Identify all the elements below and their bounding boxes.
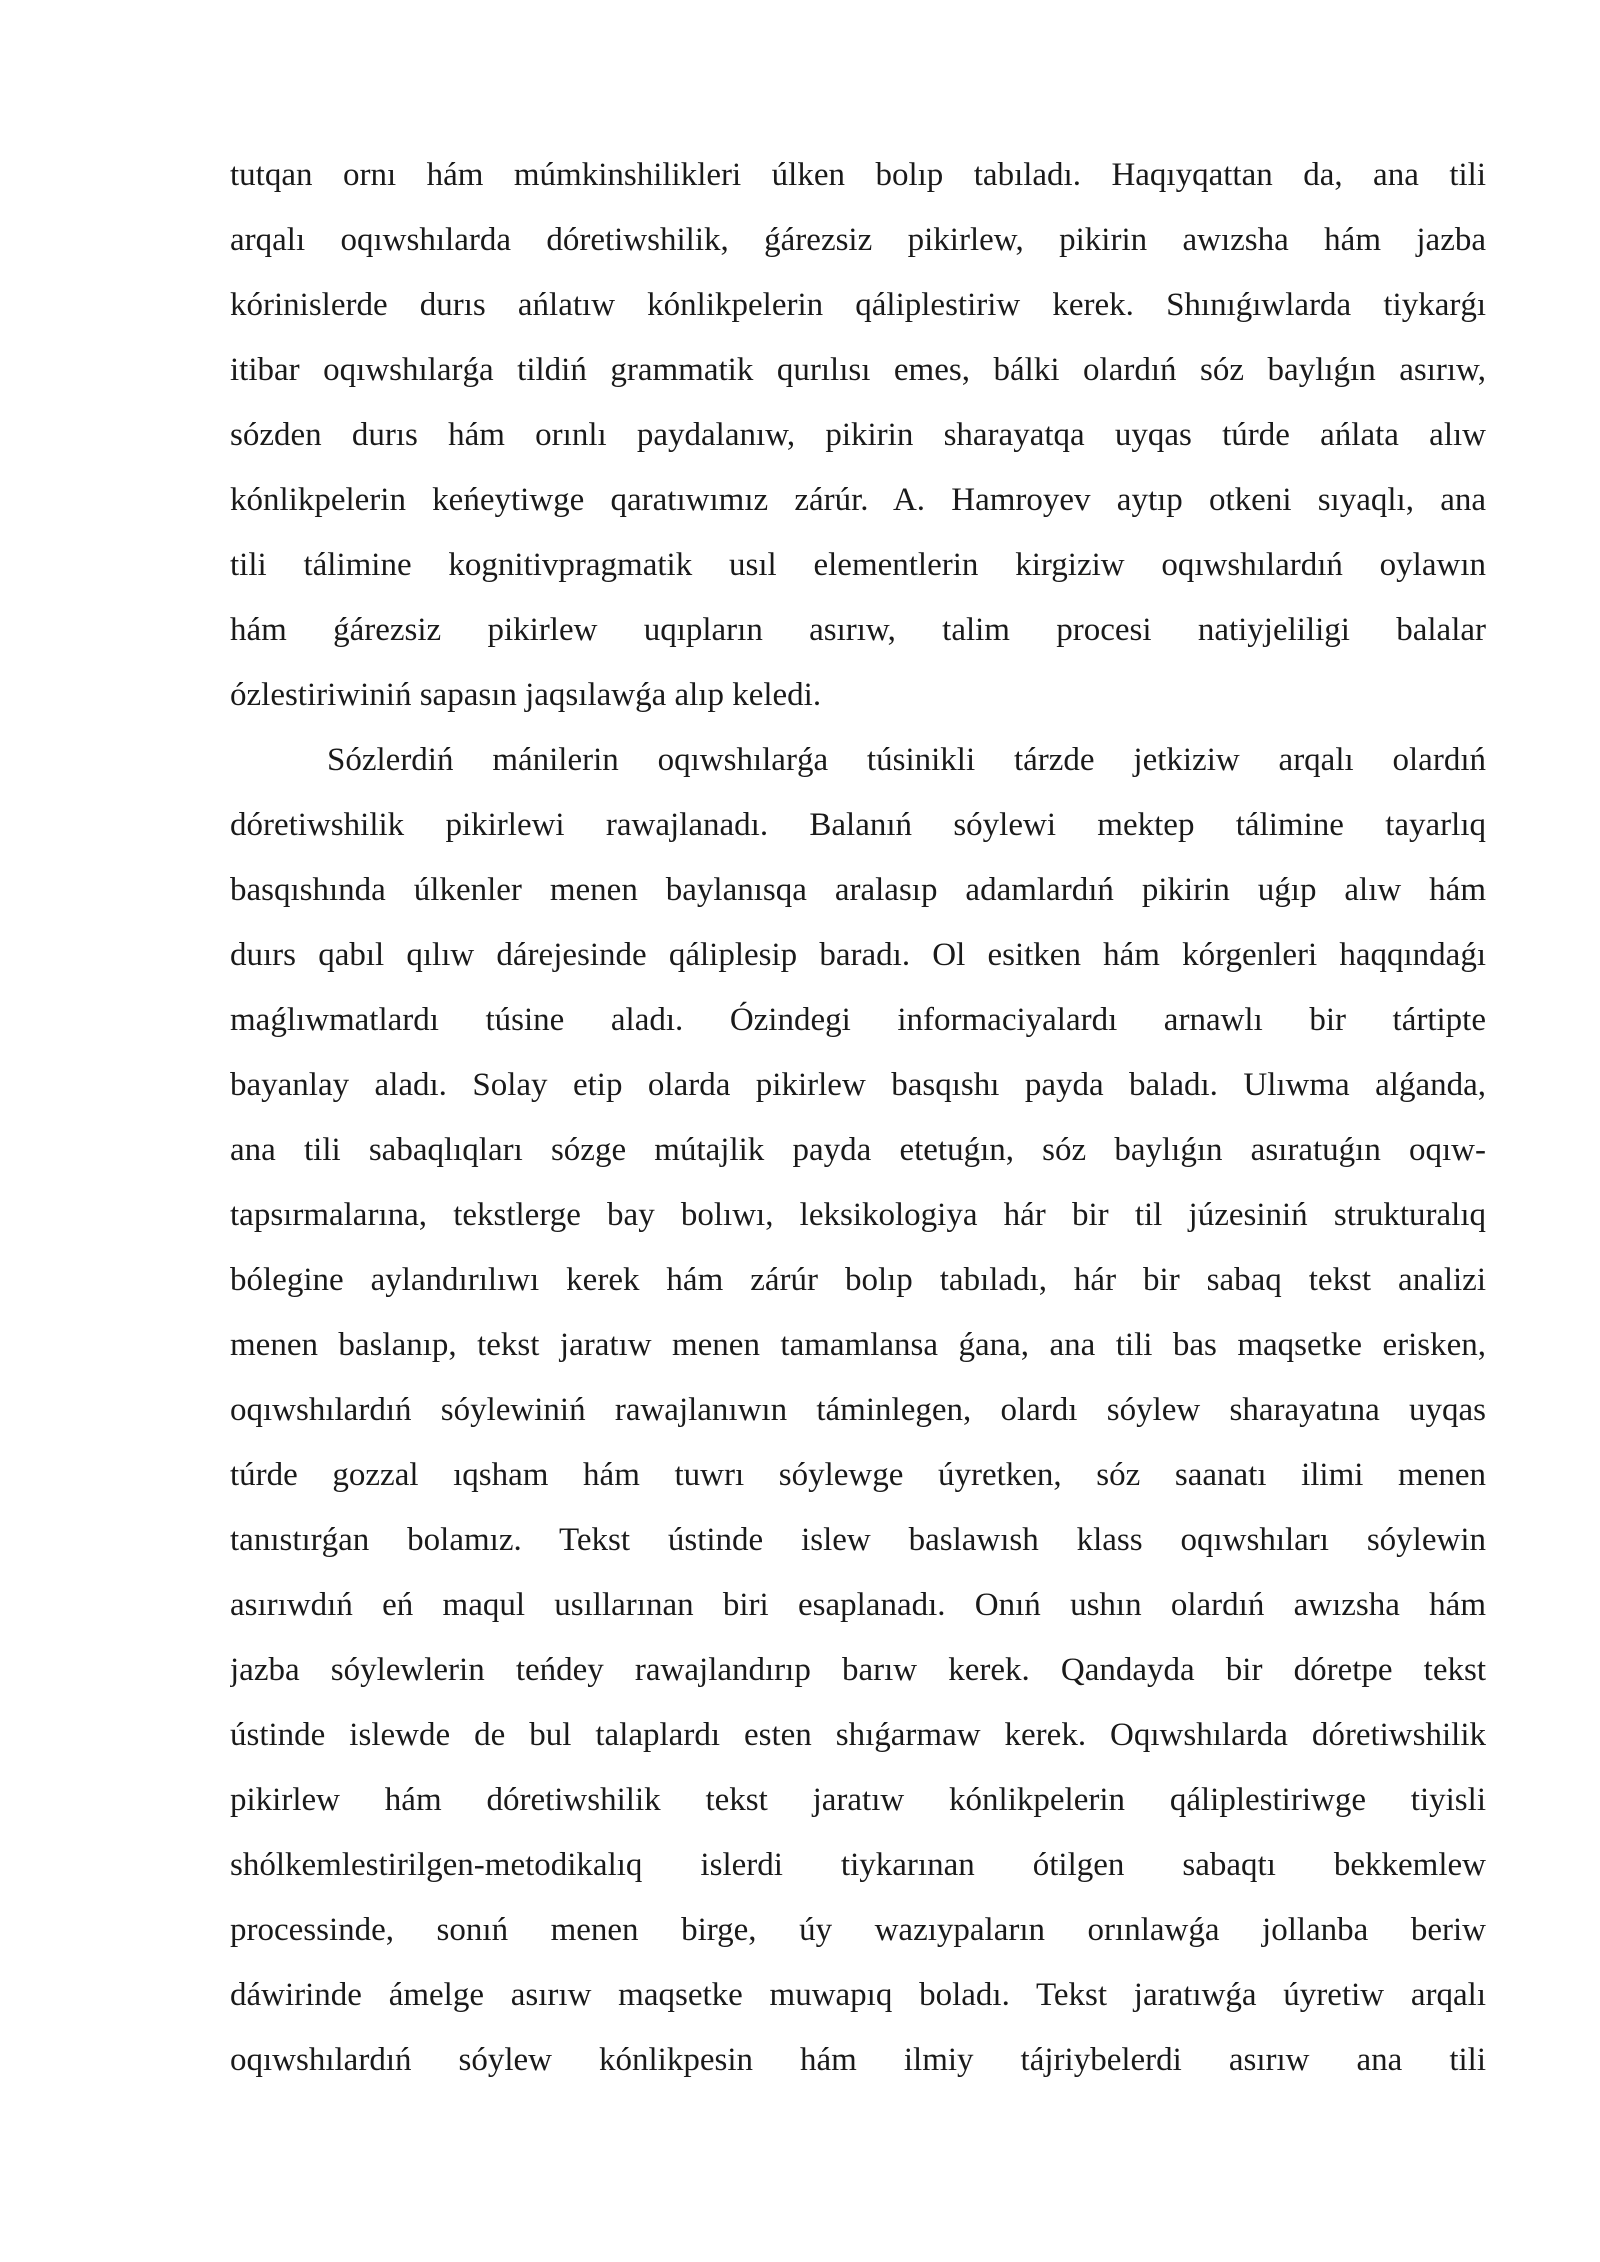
paragraph-line: Sózlerdiń mánilerin oqıwshılarǵa túsinikli tárzde jetkiziw arqalı olardıń: [327, 742, 1486, 778]
paragraph-line: oqıwshılardıń sóylew kónlikpesin hám ilmiy tájriybelerdi asırıw ana tili: [230, 2042, 1486, 2078]
paragraph-line: túrde gozzal ıqsham hám tuwrı sóylewge úyretken, sóz saanatı ilimi menen: [230, 1457, 1486, 1493]
paragraph-line: dáwirinde ámelge asırıw maqsetke muwapıq boladı. Tekst jaratıwǵa úyretiw arqalı: [230, 1977, 1486, 2013]
paragraph-2: [230, 728, 1486, 2093]
paragraph-line: ózlestiriwiniń sapasın jaqsılawǵa alıp keledi.: [230, 677, 822, 713]
paragraph-line: basqıshında úlkenler menen baylanısqa aralasıp adamlardıń pikirin uǵıp alıw hám: [230, 872, 1486, 908]
paragraph-line: processinde, sonıń menen birge, úy wazıypaların orınlawǵa jollanba beriw: [230, 1912, 1486, 1948]
paragraph-line: bayanlay aladı. Solay etip olarda pikirlew basqıshı payda baladı. Ulıwma alǵanda,: [230, 1067, 1486, 1103]
paragraph-line: jazba sóylewlerin teńdey rawajlandırıp barıw kerek. Qandayda bir dóretpe tekst: [230, 1652, 1486, 1688]
paragraph-1: [230, 143, 1486, 728]
paragraph-line: duırs qabıl qılıw dárejesinde qáliplesip baradı. Ol esitken hám kórgenleri haqqındaǵı: [230, 937, 1486, 973]
paragraph-line: shólkemlestirilgen-metodikalıq islerdi tiykarınan ótilgen sabaqtı bekkemlew: [230, 1847, 1486, 1883]
paragraph-line: arqalı oqıwshılarda dóretiwshilik, ǵárezsiz pikirlew, pikirin awızsha hám jazba: [230, 222, 1486, 258]
paragraph-line: maǵlıwmatlardı túsine aladı. Ózindegi informaciyalardı arnawlı bir tártipte: [230, 1002, 1486, 1038]
paragraph-line: ústinde islewde de bul talaplardı esten shıǵarmaw kerek. Oqıwshılarda dóretiwshilik: [230, 1717, 1486, 1753]
paragraph-line: hám ǵárezsiz pikirlew uqıpların asırıw, talim procesi natiyjeliligi balalar: [230, 612, 1486, 648]
paragraph-line: sózden durıs hám orınlı paydalanıw, pikirin sharayatqa uyqas túrde ańlata alıw: [230, 417, 1486, 453]
paragraph-line: tili tálimine kognitivpragmatik usıl elementlerin kirgiziw oqıwshılardıń oylawın: [230, 547, 1486, 583]
paragraph-line: itibar oqıwshılarǵa tildiń grammatik qurılısı emes, bálki olardıń sóz baylıǵın asırıw,: [230, 352, 1486, 388]
paragraph-line: kórinislerde durıs ańlatıw kónlikpelerin qáliplestiriw kerek. Shınıǵıwlarda tiykarǵı: [230, 287, 1486, 323]
paragraph-line: kónlikpelerin keńeytiwge qaratıwımız zárúr. A. Hamroyev aytıp otkeni sıyaqlı, ana: [230, 482, 1486, 518]
paragraph-line: bólegine aylandırılıwı kerek hám zárúr bolıp tabıladı, hár bir sabaq tekst analizi: [230, 1262, 1486, 1298]
paragraph-line: tanıstırǵan bolamız. Tekst ústinde islew baslawısh klass oqıwshıları sóylewin: [230, 1522, 1486, 1558]
paragraph-line: menen baslanıp, tekst jaratıw menen tamamlansa ǵana, ana tili bas maqsetke erisken,: [230, 1327, 1486, 1363]
paragraph-line: pikirlew hám dóretiwshilik tekst jaratıw kónlikpelerin qáliplestiriwge tiyisli: [230, 1782, 1486, 1818]
paragraph-line: asırıwdıń eń maqul usıllarınan biri esaplanadı. Onıń ushın olardıń awızsha hám: [230, 1587, 1486, 1623]
paragraph-line: oqıwshılardıń sóylewiniń rawajlanıwın táminlegen, olardı sóylew sharayatına uyqas: [230, 1392, 1486, 1428]
paragraph-line: ana tili sabaqlıqları sózge mútajlik payda etetuǵın, sóz baylıǵın asıratuǵın oqıw-: [230, 1132, 1486, 1168]
paragraph-line: dóretiwshilik pikirlewi rawajlanadı. Balanıń sóylewi mektep tálimine tayarlıq: [230, 807, 1486, 843]
paragraph-line: tutqan ornı hám múmkinshilikleri úlken bolıp tabıladı. Haqıyqattan da, ana tili: [230, 157, 1486, 193]
paragraph-line: tapsırmalarına, tekstlerge bay bolıwı, leksikologiya hár bir til júzesiniń strukturalıq: [230, 1197, 1486, 1233]
